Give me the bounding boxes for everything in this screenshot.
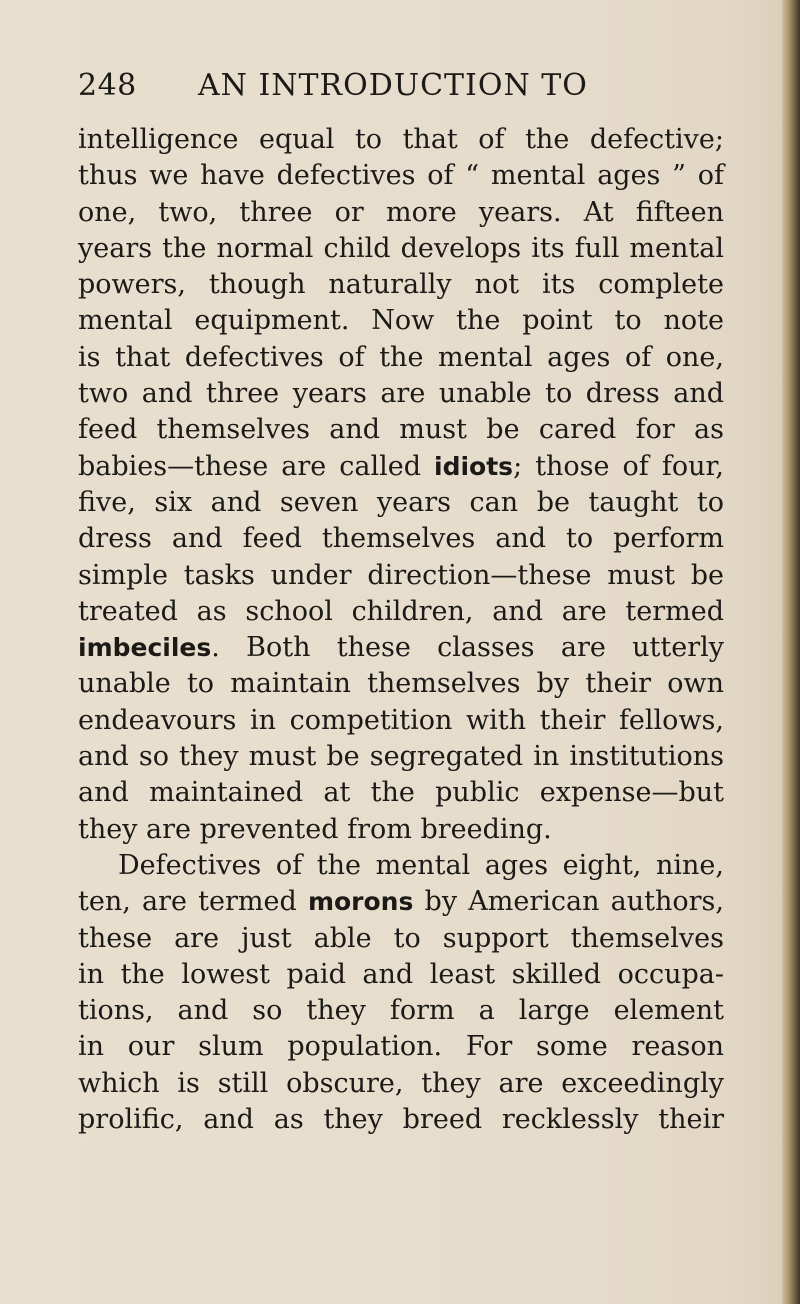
text-run: ; those of four, (513, 450, 724, 482)
text-line: Defectives of the mental ages eight, nine, (118, 849, 724, 881)
term-imbeciles: imbeciles (78, 633, 212, 663)
text-line: intelligence equal to that of the defective; (78, 124, 724, 155)
term-idiots: idiots (434, 451, 514, 481)
text-run: by American authors, (413, 886, 724, 918)
text-line: which is still obscure, they are exceedingly (78, 1067, 724, 1099)
text-line (78, 630, 724, 666)
page-header (78, 68, 718, 112)
text-line (78, 449, 724, 485)
running-head: AN INTRODUCTION TO (198, 68, 588, 103)
text-line: thus we have defectives of “ mental ages ” of (78, 160, 724, 192)
text-run: . Both these classes are utterly (211, 632, 724, 664)
text-run: ten, are termed (78, 886, 308, 918)
page-number: 248 (78, 68, 137, 103)
text-line: and maintained at the public expense—but (78, 777, 724, 809)
text-line: five, six and seven years can be taught to (78, 486, 724, 518)
term-morons: morons (307, 887, 414, 917)
text-line: feed themselves and must be cared for as (78, 414, 724, 446)
text-run: babies—these are called (78, 450, 435, 482)
text-line: prolific, and as they breed recklessly their (78, 1104, 724, 1136)
text-line: years the normal child develops its full mental (78, 232, 724, 264)
text-line: two and three years are unable to dress and (78, 378, 724, 410)
body-text (78, 122, 724, 1138)
text-line: endeavours in competition with their fellows, (78, 704, 724, 736)
text-line: unable to maintain themselves by their own (78, 668, 724, 700)
text-line: and so they must be segregated in institutions (78, 741, 724, 773)
page-binding-edge (782, 0, 800, 1304)
text-line: one, two, three or more years. At fifteen (78, 196, 724, 228)
text-line: dress and feed themselves and to perform (78, 523, 724, 555)
text-line: treated as school children, and are termed (78, 595, 724, 627)
text-line (78, 884, 724, 920)
text-line: tions, and so they form a large element (78, 995, 724, 1027)
text-line: is that defectives of the mental ages of one, (78, 341, 724, 373)
text-line: simple tasks under direction—these must be (78, 559, 724, 591)
text-line: powers, though naturally not its complete (78, 269, 724, 301)
text-line: in our slum population. For some reason (78, 1031, 724, 1063)
text-line: these are just able to support themselves (78, 922, 724, 954)
text-line: in the lowest paid and least skilled occupa- (78, 958, 724, 990)
text-line: mental equipment. Now the point to note (78, 305, 724, 337)
text-line: they are prevented from breeding. (78, 813, 552, 845)
